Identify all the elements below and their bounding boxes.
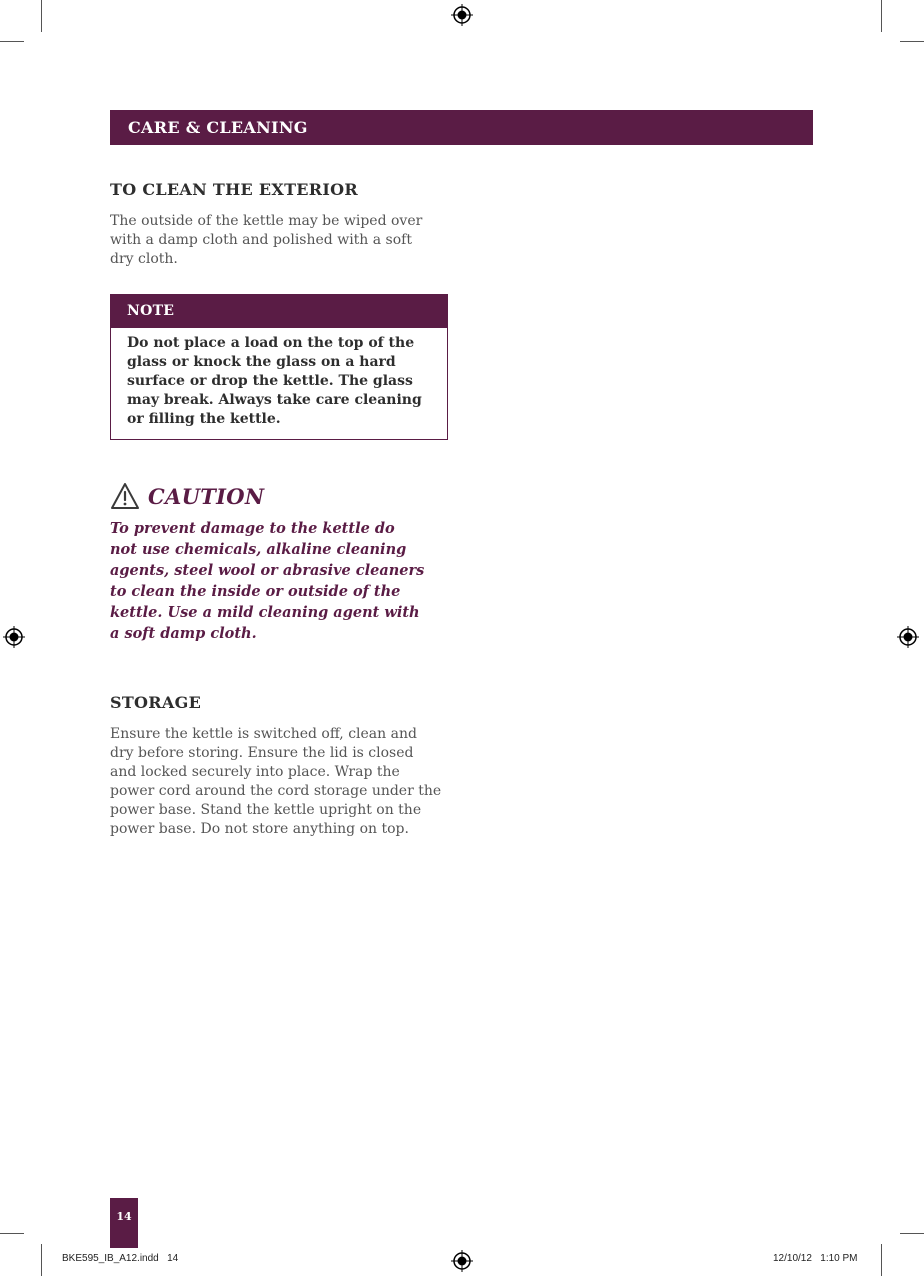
note-body	[111, 328, 447, 429]
text-line: or filling the kettle.	[127, 411, 281, 427]
text-line: Do not place a load on the top of the	[127, 335, 415, 351]
caution-paragraph	[110, 518, 455, 644]
text-line: surface or drop the kettle. The glass	[127, 373, 413, 389]
text-line: may break. Always take care cleaning	[127, 392, 422, 408]
storage-paragraph	[110, 725, 455, 839]
registration-mark-icon	[451, 4, 473, 26]
crop-mark	[900, 1233, 924, 1234]
section-header: CARE & CLEANING	[110, 110, 813, 145]
crop-mark	[0, 41, 24, 42]
exterior-heading: TO CLEAN THE EXTERIOR	[110, 180, 359, 199]
text-line: To prevent damage to the kettle do	[110, 520, 395, 537]
crop-mark	[881, 0, 882, 32]
note-box	[110, 294, 448, 440]
text-line: power base. Do not store anything on top.	[110, 821, 409, 837]
text-line: kettle. Use a mild cleaning agent with	[110, 604, 420, 621]
text-line: and locked securely into place. Wrap the	[110, 764, 400, 780]
text-line: a soft damp cloth.	[110, 625, 257, 642]
text-line: with a damp cloth and polished with a soft	[110, 232, 412, 248]
crop-mark	[881, 1244, 882, 1276]
caution-title: CAUTION	[148, 483, 265, 509]
print-datetime: 12/10/12 1:10 PM	[773, 1253, 858, 1264]
text-line: dry cloth.	[110, 251, 178, 267]
page-number: 14	[110, 1198, 138, 1248]
text-line: dry before storing. Ensure the lid is closed	[110, 745, 414, 761]
crop-mark	[41, 1244, 42, 1276]
text-line: to clean the inside or outside of the	[110, 583, 401, 600]
text-line: glass or knock the glass on a hard	[127, 354, 396, 370]
note-label: NOTE	[111, 295, 447, 328]
file-slug: BKE595_IB_A12.indd 14	[62, 1253, 179, 1264]
registration-mark-icon	[451, 1250, 473, 1272]
text-line: The outside of the kettle may be wiped over	[110, 213, 423, 229]
crop-mark	[0, 1233, 24, 1234]
crop-mark	[41, 0, 42, 32]
text-line: power cord around the cord storage under the	[110, 783, 442, 799]
crop-mark	[900, 41, 924, 42]
registration-mark-icon	[897, 626, 919, 648]
storage-heading: STORAGE	[110, 693, 202, 712]
registration-mark-icon	[3, 626, 25, 648]
exterior-paragraph	[110, 212, 450, 269]
text-line: power base. Stand the kettle upright on the	[110, 802, 422, 818]
text-line: Ensure the kettle is switched off, clean and	[110, 726, 417, 742]
caution-heading	[110, 478, 264, 514]
warning-triangle-icon	[110, 482, 140, 510]
text-line: not use chemicals, alkaline cleaning	[110, 541, 407, 558]
text-line: agents, steel wool or abrasive cleaners	[110, 562, 425, 579]
